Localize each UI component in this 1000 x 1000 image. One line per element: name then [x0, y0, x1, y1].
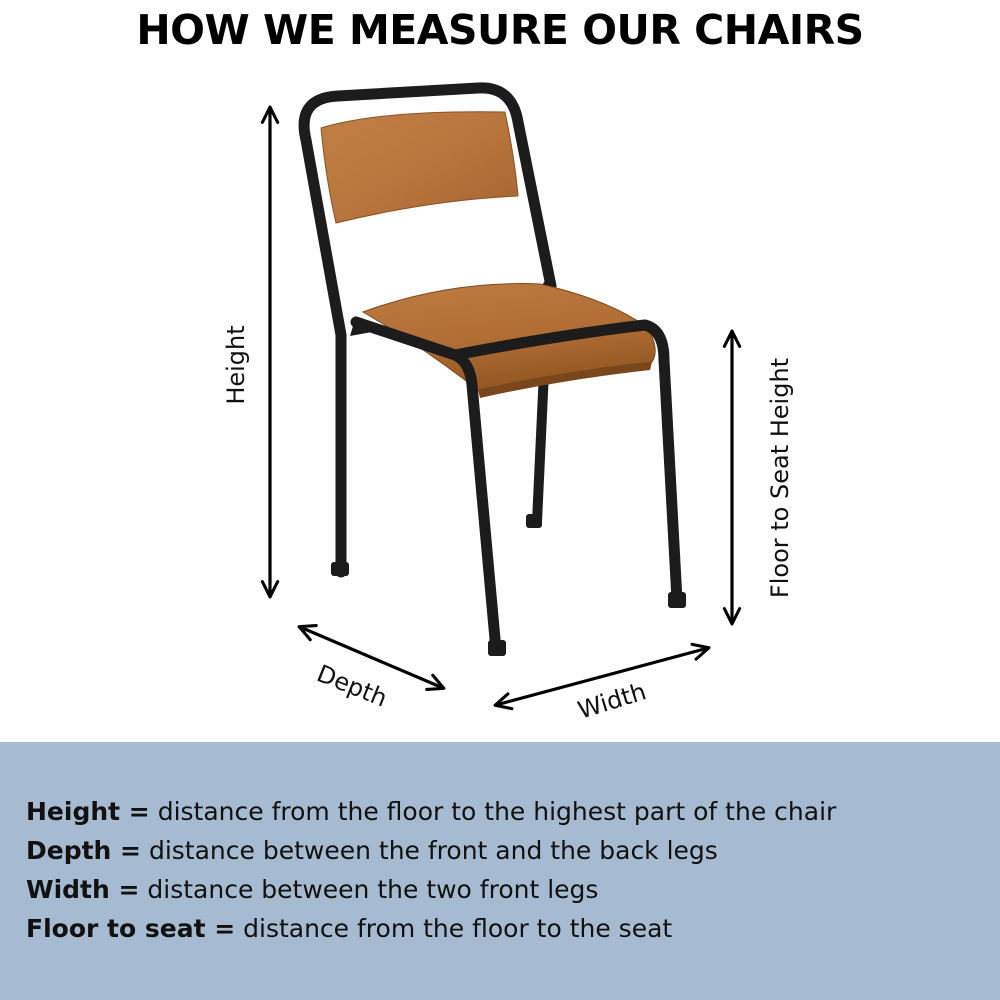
- width-label: Width: [574, 677, 650, 725]
- definition-width: [26, 870, 836, 909]
- height-label: Height: [222, 325, 250, 405]
- definition-text: distance between the front and the back legs: [148, 836, 718, 865]
- depth-label: Depth: [312, 659, 392, 713]
- definition-term: Depth =: [26, 836, 142, 865]
- definition-term: Width =: [26, 875, 140, 904]
- definitions-list: [26, 792, 836, 948]
- page-title: HOW WE MEASURE OUR CHAIRS: [136, 6, 864, 54]
- chair-illustration: [304, 88, 686, 656]
- definition-text: distance between the two front legs: [147, 875, 599, 904]
- backrest-panel: [321, 112, 518, 223]
- definitions-panel: [0, 742, 1000, 1000]
- definition-text: distance from the floor to the seat: [243, 914, 673, 943]
- definition-height: [26, 792, 836, 831]
- definition-term: Floor to seat =: [26, 914, 236, 943]
- floor-to-seat-label: Floor to Seat Height: [766, 357, 794, 599]
- definition-term: Height =: [26, 797, 150, 826]
- definition-floor-to-seat: [26, 909, 836, 948]
- definition-text: distance from the floor to the highest part of the chair: [157, 797, 837, 826]
- definition-depth: [26, 831, 836, 870]
